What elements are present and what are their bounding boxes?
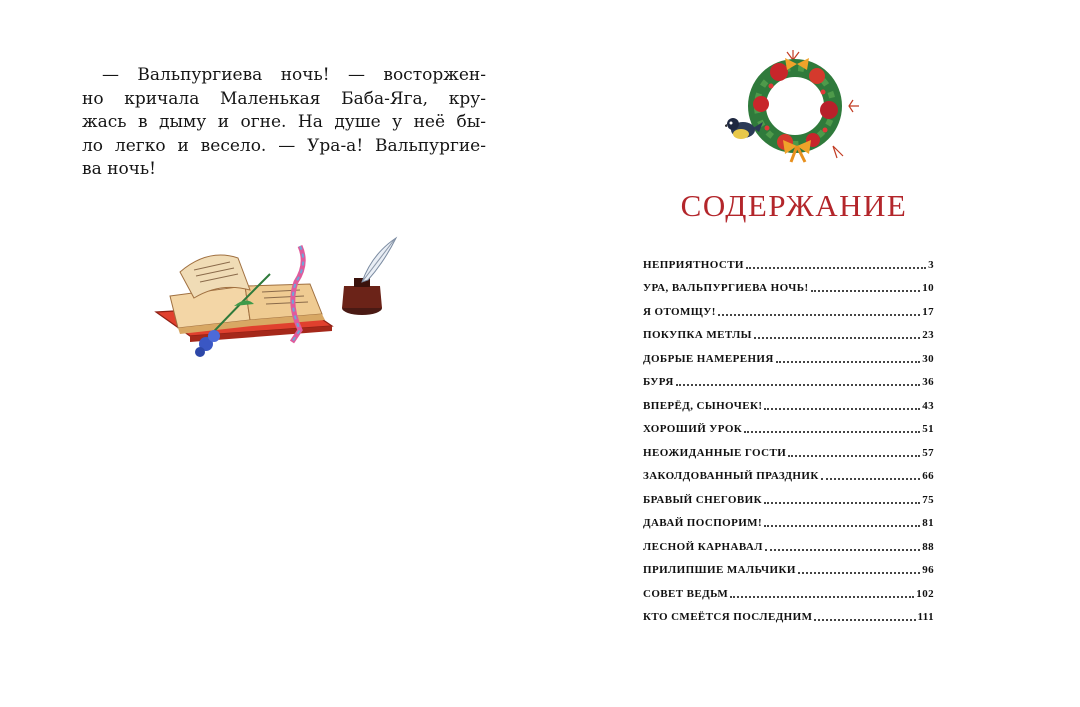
story-paragraph — [82, 64, 486, 182]
right-page — [540, 0, 1080, 707]
toc-dot-leader — [821, 478, 920, 480]
toc-entry-title: ВПЕРЁД, СЫНОЧЕК! — [643, 399, 763, 412]
toc-entry[interactable] — [643, 606, 934, 630]
toc-entry-title: ДАВАЙ ПОСПОРИМ! — [643, 517, 763, 530]
toc-entry-page: 51 — [922, 423, 934, 436]
toc-dot-leader — [765, 549, 920, 551]
toc-entry-title: ПОКУПКА МЕТЛЫ — [643, 329, 752, 342]
toc-entry[interactable] — [643, 347, 934, 371]
toc-entry-title: ПРИЛИПШИЕ МАЛЬЧИКИ — [643, 564, 796, 577]
toc-dot-leader — [718, 314, 920, 316]
toc-dot-leader — [730, 596, 914, 598]
toc-entry-page: 30 — [922, 352, 934, 365]
toc-entry[interactable] — [643, 488, 934, 512]
wreath-illustration — [725, 46, 861, 164]
story-line: но кричала Маленькая Баба-Яга, кру- — [82, 88, 486, 109]
toc-dot-leader — [764, 525, 920, 527]
table-of-contents — [643, 253, 934, 629]
toc-entry[interactable] — [643, 300, 934, 324]
toc-entry-title: УРА, ВАЛЬПУРГИЕВА НОЧЬ! — [643, 282, 809, 295]
toc-entry-page: 75 — [922, 493, 934, 506]
toc-title: СОДЕРЖАНИЕ — [680, 188, 908, 223]
toc-dot-leader — [788, 455, 920, 457]
story-line: ва ночь! — [82, 159, 157, 179]
toc-entry-title: ЛЕСНОЙ КАРНАВАЛ — [643, 540, 763, 553]
toc-dot-leader — [764, 408, 920, 410]
toc-entry-title: НЕПРИЯТНОСТИ — [643, 258, 744, 271]
toc-dot-leader — [776, 361, 920, 363]
toc-entry-page: 81 — [922, 517, 934, 530]
open-book-illustration — [150, 234, 400, 362]
toc-entry-page: 57 — [922, 446, 934, 459]
toc-entry-page: 36 — [922, 376, 934, 389]
toc-entry-page: 43 — [922, 399, 934, 412]
toc-entry[interactable] — [643, 559, 934, 583]
toc-dot-leader — [764, 502, 920, 504]
toc-entry[interactable] — [643, 324, 934, 348]
toc-entry[interactable] — [643, 371, 934, 395]
toc-entry-title: ДОБРЫЕ НАМЕРЕНИЯ — [643, 352, 774, 365]
toc-entry-page: 66 — [922, 470, 934, 483]
toc-entry-page: 88 — [922, 540, 934, 553]
toc-entry-page: 23 — [922, 329, 934, 342]
toc-dot-leader — [754, 337, 920, 339]
toc-entry[interactable] — [643, 465, 934, 489]
toc-dot-leader — [744, 431, 920, 433]
toc-entry-title: СОВЕТ ВЕДЬМ — [643, 587, 729, 600]
toc-entry[interactable] — [643, 418, 934, 442]
toc-entry-title: Я ОТОМЩУ! — [643, 305, 716, 318]
toc-entry-page: 3 — [928, 258, 934, 271]
toc-entry-page: 17 — [922, 305, 934, 318]
toc-dot-leader — [814, 619, 915, 621]
toc-entry-page: 102 — [916, 587, 934, 600]
toc-entry-title: БУРЯ — [643, 376, 674, 389]
toc-dot-leader — [798, 572, 920, 574]
toc-entry[interactable] — [643, 394, 934, 418]
toc-entry-title: БРАВЫЙ СНЕГОВИК — [643, 493, 762, 506]
toc-dot-leader — [746, 267, 926, 269]
story-line: ло легко и весело. — Ура-а! Вальпургие- — [82, 135, 486, 156]
toc-entry-page: 96 — [922, 564, 934, 577]
toc-entry[interactable] — [643, 535, 934, 559]
toc-entry-title: ХОРОШИЙ УРОК — [643, 423, 743, 436]
toc-entry-title: КТО СМЕЁТСЯ ПОСЛЕДНИМ — [643, 611, 813, 624]
story-line: жась в дыму и огне. На душе у неё бы- — [82, 112, 486, 132]
toc-entry[interactable] — [643, 582, 934, 606]
toc-entry[interactable] — [643, 512, 934, 536]
toc-entry-title: НЕОЖИДАННЫЕ ГОСТИ — [643, 446, 787, 459]
story-line: — Вальпургиева ночь! — восторжен- — [102, 65, 486, 85]
toc-entry[interactable] — [643, 277, 934, 301]
toc-entry[interactable] — [643, 253, 934, 277]
toc-entry-page: 10 — [922, 282, 934, 295]
toc-entry-page: 111 — [917, 611, 934, 624]
toc-entry-title: ЗАКОЛДОВАННЫЙ ПРАЗДНИК — [643, 470, 819, 483]
toc-dot-leader — [811, 290, 921, 292]
toc-entry[interactable] — [643, 441, 934, 465]
toc-dot-leader — [676, 384, 921, 386]
